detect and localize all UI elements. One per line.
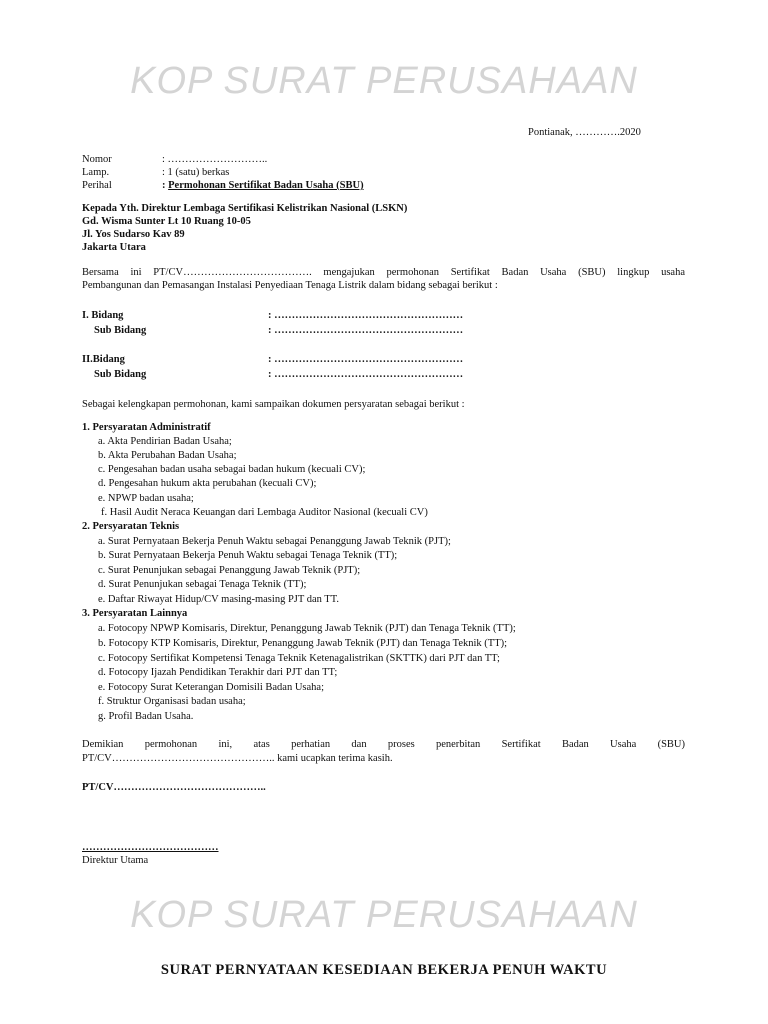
company-name-line: PT/CV……………………………………..: [82, 782, 266, 793]
list-item: c. Surat Penunjukan sebagai Penanggung Jawab Teknik (PJT);: [98, 565, 361, 576]
meta-label-perihal: Perihal: [82, 180, 112, 191]
letterhead-placeholder: KOP SURAT PERUSAHAAN: [130, 60, 638, 102]
meta-value-perihal: [162, 178, 364, 193]
signature-name-line: …………………………………: [82, 842, 219, 853]
recipient-line-2: Gd. Wisma Sunter Lt 10 Ruang 10-05: [82, 216, 251, 227]
list-item: c. Fotocopy Sertifikat Kompetensi Tenaga Teknik Ketenagalistrikan (SKTTK) dari PJT dan TT;: [98, 653, 500, 664]
page-2-title: SURAT PERNYATAAN KESEDIAAN BEKERJA PENUH WAKTU: [160, 962, 608, 978]
field-value-sub-bidang-2: : ………………………………………………: [268, 369, 464, 380]
list-item: e. Daftar Riwayat Hidup/CV masing-masing PJT dan TT.: [98, 594, 339, 605]
list-item: a. Surat Pernyataan Bekerja Penuh Waktu sebagai Penanggung Jawab Teknik (PJT);: [98, 536, 451, 547]
intro-line-1: Bersama ini PT/CV………………………………. mengajukan permohonan Sertifikat Badan Usaha (SBU) lingkup usaha: [82, 267, 685, 278]
meta-label-lamp: Lamp.: [82, 167, 110, 178]
date-line: Pontianak, ………….2020: [528, 127, 641, 138]
field-label-sub-bidang-2: Sub Bidang: [94, 369, 147, 380]
field-value-sub-bidang-1: : ………………………………………………: [268, 325, 464, 336]
section-heading-lainnya: 3. Persyaratan Lainnya: [82, 608, 188, 619]
list-item: f. Hasil Audit Neraca Keuangan dari Lembaga Auditor Nasional (kecuali CV): [101, 507, 428, 518]
list-item: d. Pengesahan hukum akta perubahan (kecuali CV);: [98, 478, 317, 489]
list-item: b. Akta Perubahan Badan Usaha;: [98, 450, 237, 461]
section-heading-teknis: 2. Persyaratan Teknis: [82, 521, 180, 532]
recipient-line-3: Jl. Yos Sudarso Kav 89: [82, 229, 185, 240]
list-item: c. Pengesahan badan usaha sebagai badan hukum (kecuali CV);: [98, 464, 366, 475]
list-item: a. Akta Pendirian Badan Usaha;: [98, 436, 232, 447]
list-item: a. Fotocopy NPWP Komisaris, Direktur, Penanggung Jawab Teknik (PJT) dan Tenaga Teknik (TT);: [98, 623, 516, 634]
list-item: e. Fotocopy Surat Keterangan Domisili Badan Usaha;: [98, 682, 324, 693]
section-heading-administratif: 1. Persyaratan Administratif: [82, 422, 211, 433]
perihal-subject: Permohonan Sertifikat Badan Usaha (SBU): [168, 180, 364, 191]
letterhead-placeholder-page-2: KOP SURAT PERUSAHAAN: [130, 894, 638, 936]
meta-value-nomor: : ………………………..: [162, 154, 268, 165]
list-item: f. Struktur Organisasi badan usaha;: [98, 696, 246, 707]
closing-line-2: PT/CV……………………………………….. kami ucapkan terima kasih.: [82, 753, 393, 764]
list-item: d. Fotocopy Ijazah Pendidikan Terakhir dari PJT dan TT;: [98, 667, 338, 678]
list-item: b. Fotocopy KTP Komisaris, Direktur, Penanggung Jawab Teknik (PJT) dan Tenaga Teknik (TT);: [98, 638, 508, 649]
list-item: e. NPWP badan usaha;: [98, 493, 194, 504]
perihal-prefix: :: [162, 180, 169, 191]
field-value-bidang-1: : ………………………………………………: [268, 310, 464, 321]
list-item: b. Surat Pernyataan Bekerja Penuh Waktu sebagai Tenaga Teknik (TT);: [98, 550, 398, 561]
meta-value-lamp: : 1 (satu) berkas: [162, 167, 230, 178]
intro-line-2: Pembangunan dan Pemasangan Instalasi Penyediaan Tenaga Listrik dalam bidang sebagai berikut :: [82, 280, 498, 291]
signature-title: Direktur Utama: [82, 855, 149, 866]
list-item: d. Surat Penunjukan sebagai Tenaga Teknik (TT);: [98, 579, 307, 590]
recipient-line-1: Kepada Yth. Direktur Lembaga Sertifikasi Kelistrikan Nasional (LSKN): [82, 203, 408, 214]
list-item: g. Profil Badan Usaha.: [98, 711, 194, 722]
field-value-bidang-2: : ………………………………………………: [268, 354, 464, 365]
documents-intro: Sebagai kelengkapan permohonan, kami sampaikan dokumen persyaratan sebagai berikut :: [82, 399, 465, 410]
closing-line-1: Demikian permohonan ini, atas perhatian dan proses penerbitan Sertifikat Badan Usaha (SBU): [82, 739, 685, 750]
meta-label-nomor: Nomor: [82, 154, 112, 165]
field-label-bidang-1: I. Bidang: [82, 310, 124, 321]
field-label-bidang-2: II.Bidang: [82, 354, 125, 365]
recipient-line-4: Jakarta Utara: [82, 242, 146, 253]
field-label-sub-bidang-1: Sub Bidang: [94, 325, 147, 336]
